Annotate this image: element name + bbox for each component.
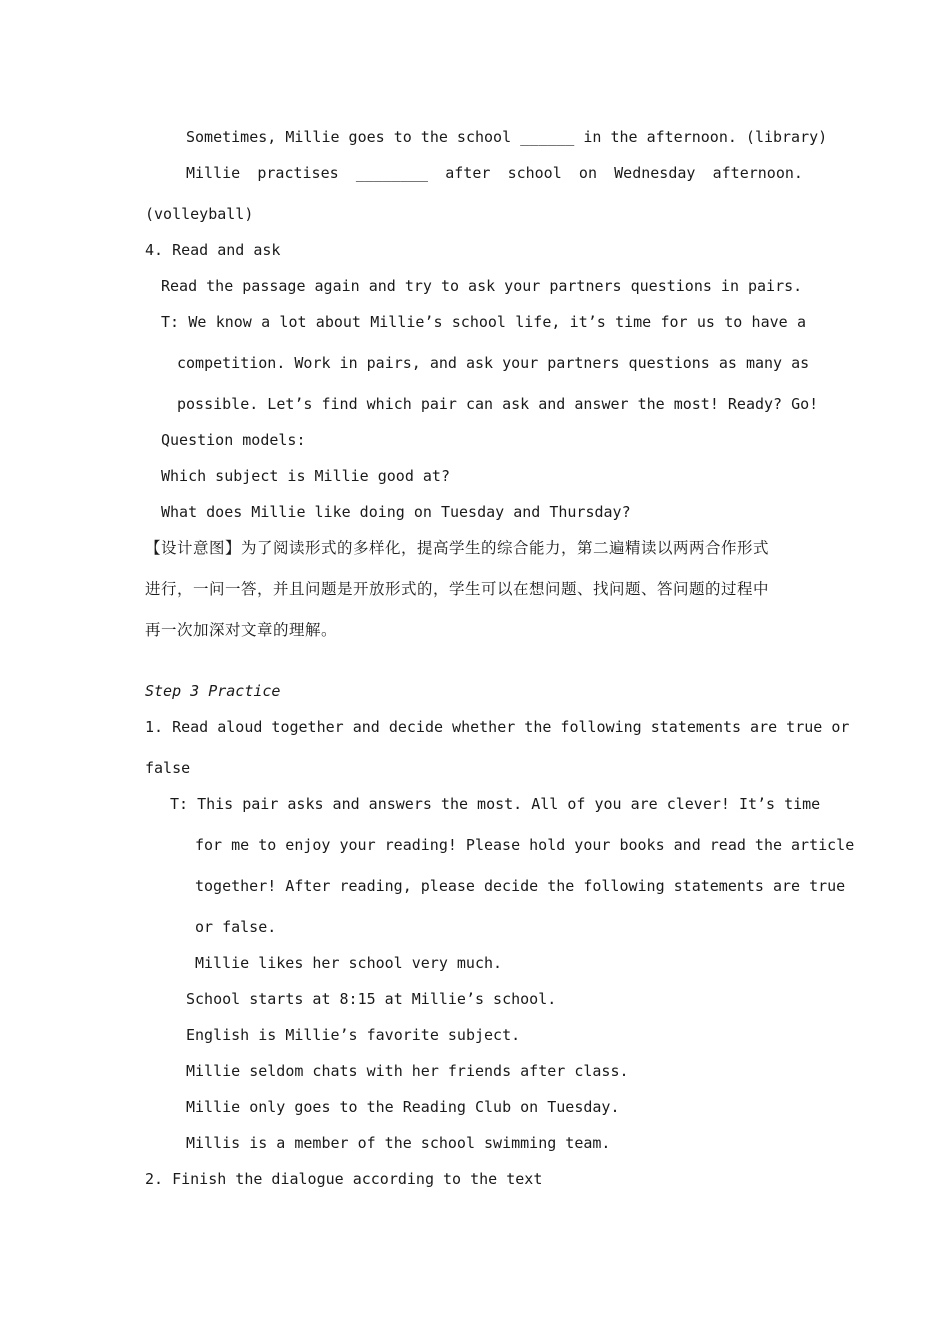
word: after	[445, 164, 491, 182]
fill-in-hint: (volleyball)	[145, 205, 254, 223]
teacher-line: competition. Work in pairs, and ask your partners questions as many as	[177, 354, 810, 372]
fill-in-library-sentence: Sometimes, Millie goes to the school ______ in the afternoon. (library)	[186, 128, 828, 146]
answer-blank: ________	[355, 164, 429, 182]
statement: Millie only goes to the Reading Club on Tuesday.	[186, 1098, 620, 1116]
design-note: 进行，一问一答，并且问题是开放形式的，学生可以在想问题、找问题、答问题的过程中	[145, 580, 770, 598]
word: afternoon.	[712, 164, 803, 182]
word: Wednesday	[614, 164, 696, 182]
step-heading: Step 3 Practice	[145, 682, 281, 700]
exercise-instruction: false	[145, 759, 191, 777]
teacher-line: or false.	[195, 918, 277, 936]
word: Millie	[186, 164, 241, 182]
question-model: Which subject is Millie good at?	[161, 467, 450, 485]
teacher-line: together! After reading, please decide the following statements are true	[195, 877, 846, 895]
teacher-line: T: This pair asks and answers the most. All of you are clever! It’s time	[170, 795, 821, 813]
word: school	[507, 164, 562, 182]
section-heading: 4. Read and ask	[145, 241, 281, 259]
statement: Millie likes her school very much.	[195, 954, 503, 972]
statement: Millie seldom chats with her friends after class.	[186, 1062, 629, 1080]
question-model: What does Millie like doing on Tuesday and Thursday?	[161, 503, 631, 521]
fill-in-volleyball-sentence	[186, 163, 803, 183]
teacher-line: T: We know a lot about Millie’s school life, it’s time for us to have a	[161, 313, 806, 331]
design-note: 再一次加深对文章的理解。	[145, 621, 338, 639]
teacher-line: for me to enjoy your reading! Please hold your books and read the article	[195, 836, 855, 854]
statement: English is Millie’s favorite subject.	[186, 1026, 521, 1044]
exercise-instruction: 1. Read aloud together and decide whether the following statements are true or	[145, 718, 850, 736]
word: on	[578, 164, 597, 182]
word: practises	[257, 164, 339, 182]
question-models-label: Question models:	[161, 431, 306, 449]
instruction: Read the passage again and try to ask your partners questions in pairs.	[161, 277, 803, 295]
statement: Millis is a member of the school swimming team.	[186, 1134, 611, 1152]
exercise-instruction: 2. Finish the dialogue according to the text	[145, 1170, 543, 1188]
teacher-line: possible. Let’s find which pair can ask and answer the most! Ready? Go!	[177, 395, 819, 413]
statement: School starts at 8:15 at Millie’s school.	[186, 990, 557, 1008]
design-note: 【设计意图】为了阅读形式的多样化，提高学生的综合能力，第二遍精读以两两合作形式	[145, 539, 770, 557]
